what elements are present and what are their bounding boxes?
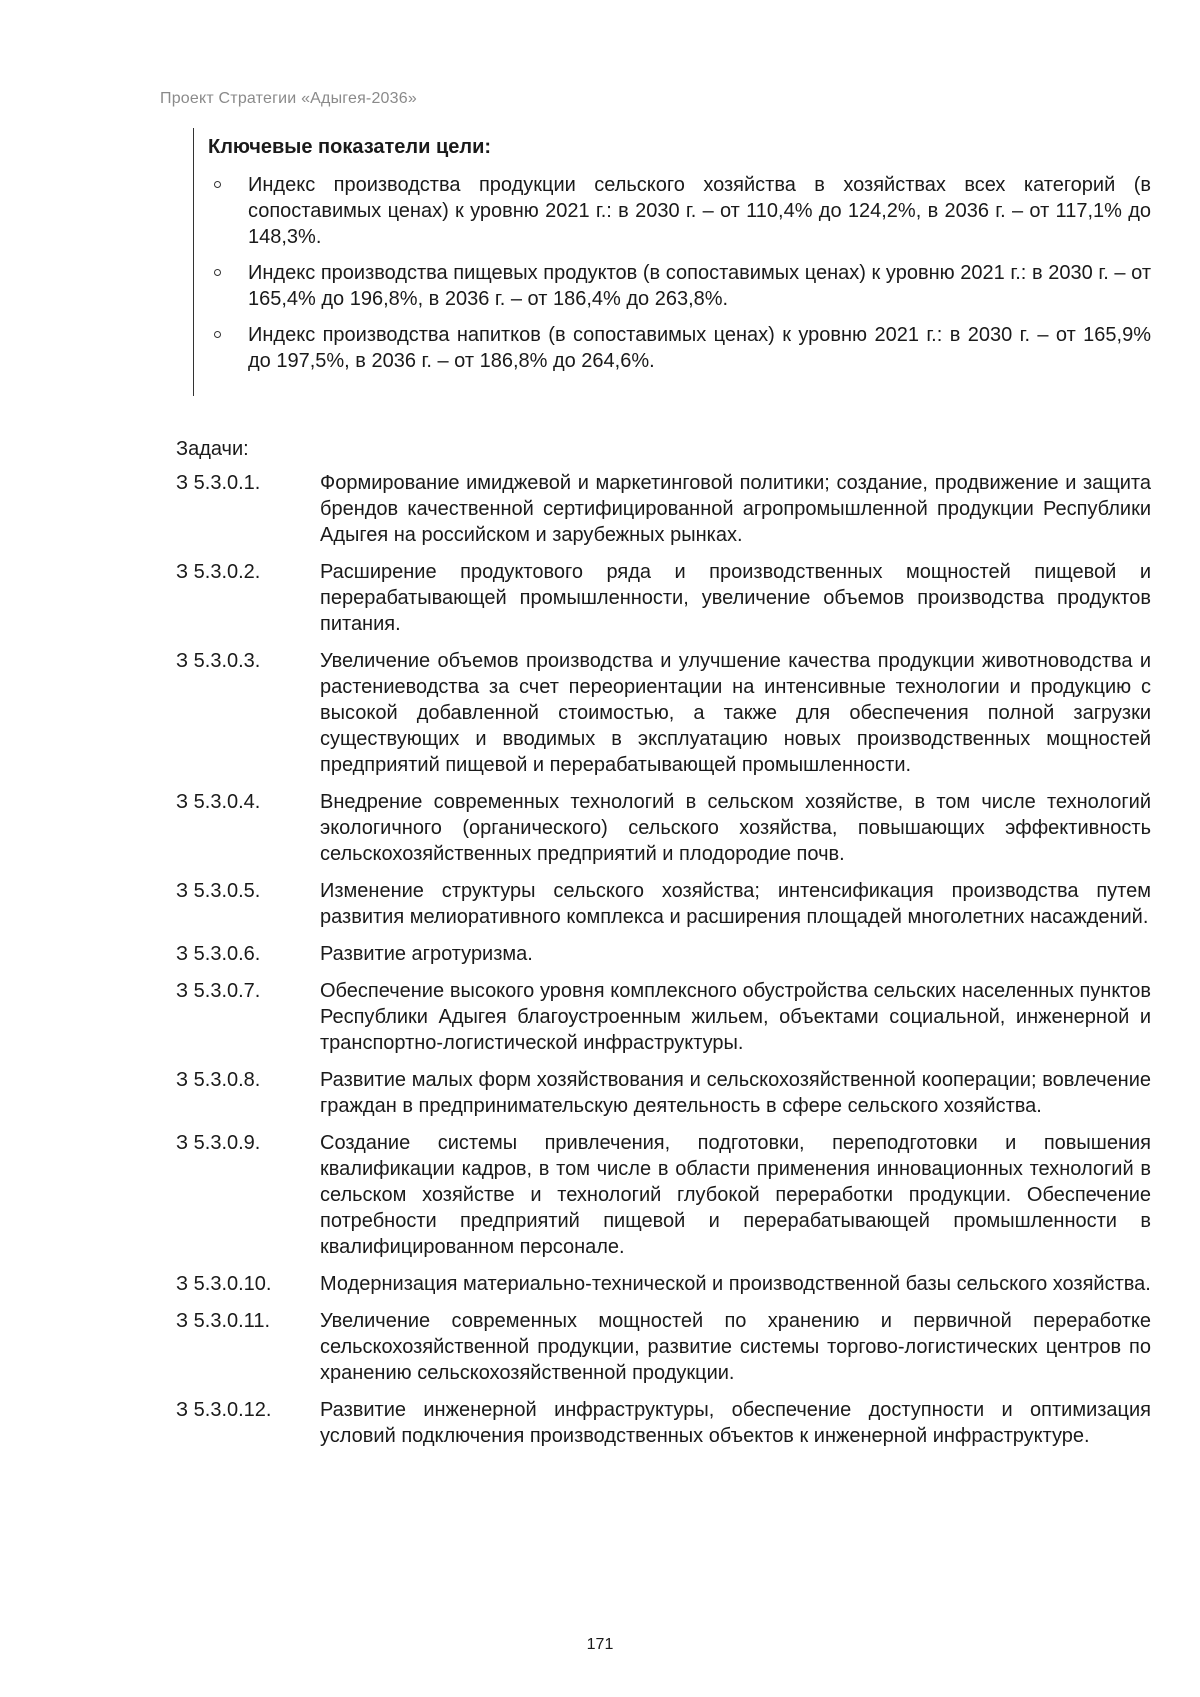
task-code: З 5.3.0.3. — [176, 650, 261, 672]
task-code: З 5.3.0.2. — [176, 561, 261, 583]
task-text: Развитие инженерной инфраструктуры, обеспечение доступности и оптимизация условий подключения производственных объектов к инженерной инфраструктуре. — [320, 1399, 1151, 1447]
task-text: Обеспечение высокого уровня комплексного обустройства сельских населенных пунктов Республики Адыгея благоустроенным жильем, объектами социальной, инженерной и транспортно-логистической инфраструктуры. — [320, 980, 1151, 1054]
task-text: Расширение продуктового ряда и производственных мощностей пищевой и перерабатывающей промышленности, увеличение объемов производства продуктов питания. — [320, 561, 1151, 635]
task-code: З 5.3.0.11. — [176, 1310, 270, 1332]
task-text: Изменение структуры сельского хозяйства; интенсификация производства путем развития мелиоративного комплекса и расширения площадей многолетних насаждений. — [320, 880, 1151, 928]
task-code: З 5.3.0.10. — [176, 1273, 272, 1295]
task-row — [176, 789, 1151, 867]
task-row — [176, 1397, 1151, 1449]
task-code: З 5.3.0.7. — [176, 980, 261, 1002]
task-row — [176, 1067, 1151, 1119]
goal-indicators-box — [193, 128, 1151, 396]
task-row — [176, 1271, 1151, 1297]
task-code: З 5.3.0.4. — [176, 791, 261, 813]
indicator-text: Индекс производства пищевых продуктов (в сопоставимых ценах) к уровню 2021 г.: в 2030 г. – от 165,4% до 196,8%, в 2036 г. – от 186,4% до 263,8%. — [248, 262, 1151, 310]
tasks-label: Задачи: — [176, 438, 249, 460]
bullet-icon — [214, 331, 221, 338]
task-row — [176, 978, 1151, 1056]
task-row — [176, 1308, 1151, 1386]
task-text: Развитие малых форм хозяйствования и сельскохозяйственной кооперации; вовлечение граждан в предпринимательскую деятельность в сфере сельского хозяйства. — [320, 1069, 1151, 1117]
list-item — [208, 260, 1151, 312]
page-number: 171 — [586, 1636, 614, 1653]
task-code: З 5.3.0.5. — [176, 880, 261, 902]
bullet-icon — [214, 269, 221, 276]
list-item — [208, 172, 1151, 250]
task-text: Увеличение объемов производства и улучшение качества продукции животноводства и растениеводства за счет переориентации на интенсивные технологии и продукцию с высокой добавленной стоимостью, а также для обеспечения полной загрузки существующих и вводимых в эксплуатацию новых производственных мощностей предприятий пищевой и перерабатывающей промышленности. — [320, 650, 1151, 776]
task-row — [176, 559, 1151, 637]
task-text: Увеличение современных мощностей по хранению и первичной переработке сельскохозяйственной продукции, развитие системы торгово-логистических центров по хранению сельскохозяйственной продукции. — [320, 1310, 1151, 1384]
tasks-list — [176, 470, 1151, 1460]
task-code: З 5.3.0.8. — [176, 1069, 261, 1091]
task-code: З 5.3.0.6. — [176, 943, 261, 965]
task-code: З 5.3.0.9. — [176, 1132, 261, 1154]
task-code: З 5.3.0.1. — [176, 472, 261, 494]
task-row — [176, 941, 1151, 967]
task-row — [176, 1130, 1151, 1260]
task-text: Внедрение современных технологий в сельском хозяйстве, в том числе технологий экологичного (органического) сельского хозяйства, повышающих эффективность сельскохозяйственных предприятий и плодородие почв. — [320, 791, 1151, 865]
goal-indicators-list — [208, 172, 1151, 374]
task-row — [176, 470, 1151, 548]
list-item — [208, 322, 1151, 374]
task-text: Развитие агротуризма. — [320, 943, 533, 965]
running-header: Проект Стратегии «Адыгея-2036» — [160, 90, 417, 107]
goal-indicators-heading: Ключевые показатели цели: — [208, 136, 492, 158]
task-text: Создание системы привлечения, подготовки, переподготовки и повышения квалификации кадров, в том числе в области применения инновационных технологий в сельском хозяйстве и технологий глубокой переработки продукции. Обеспечение потребности предприятий пищевой и перерабатывающей промышленности в квалифицированном персонале. — [320, 1132, 1151, 1258]
indicator-text: Индекс производства продукции сельского хозяйства в хозяйствах всех категорий (в сопоставимых ценах) к уровню 2021 г.: в 2030 г. – от 110,4% до 124,2%, в 2036 г. – от 117,1% до 148,3%. — [248, 174, 1151, 248]
task-code: З 5.3.0.12. — [176, 1399, 272, 1421]
bullet-icon — [214, 181, 221, 188]
indicator-text: Индекс производства напитков (в сопоставимых ценах) к уровню 2021 г.: в 2030 г. – от 165,9% до 197,5%, в 2036 г. – от 186,8% до 264,6%. — [248, 324, 1151, 372]
task-text: Формирование имиджевой и маркетинговой политики; создание, продвижение и защита брендов качественной сертифицированной агропромышленной продукции Республики Адыгея на российском и зарубежных рынках. — [320, 472, 1151, 546]
task-text: Модернизация материально-технической и производственной базы сельского хозяйства. — [320, 1273, 1151, 1295]
task-row — [176, 878, 1151, 930]
task-row — [176, 648, 1151, 778]
